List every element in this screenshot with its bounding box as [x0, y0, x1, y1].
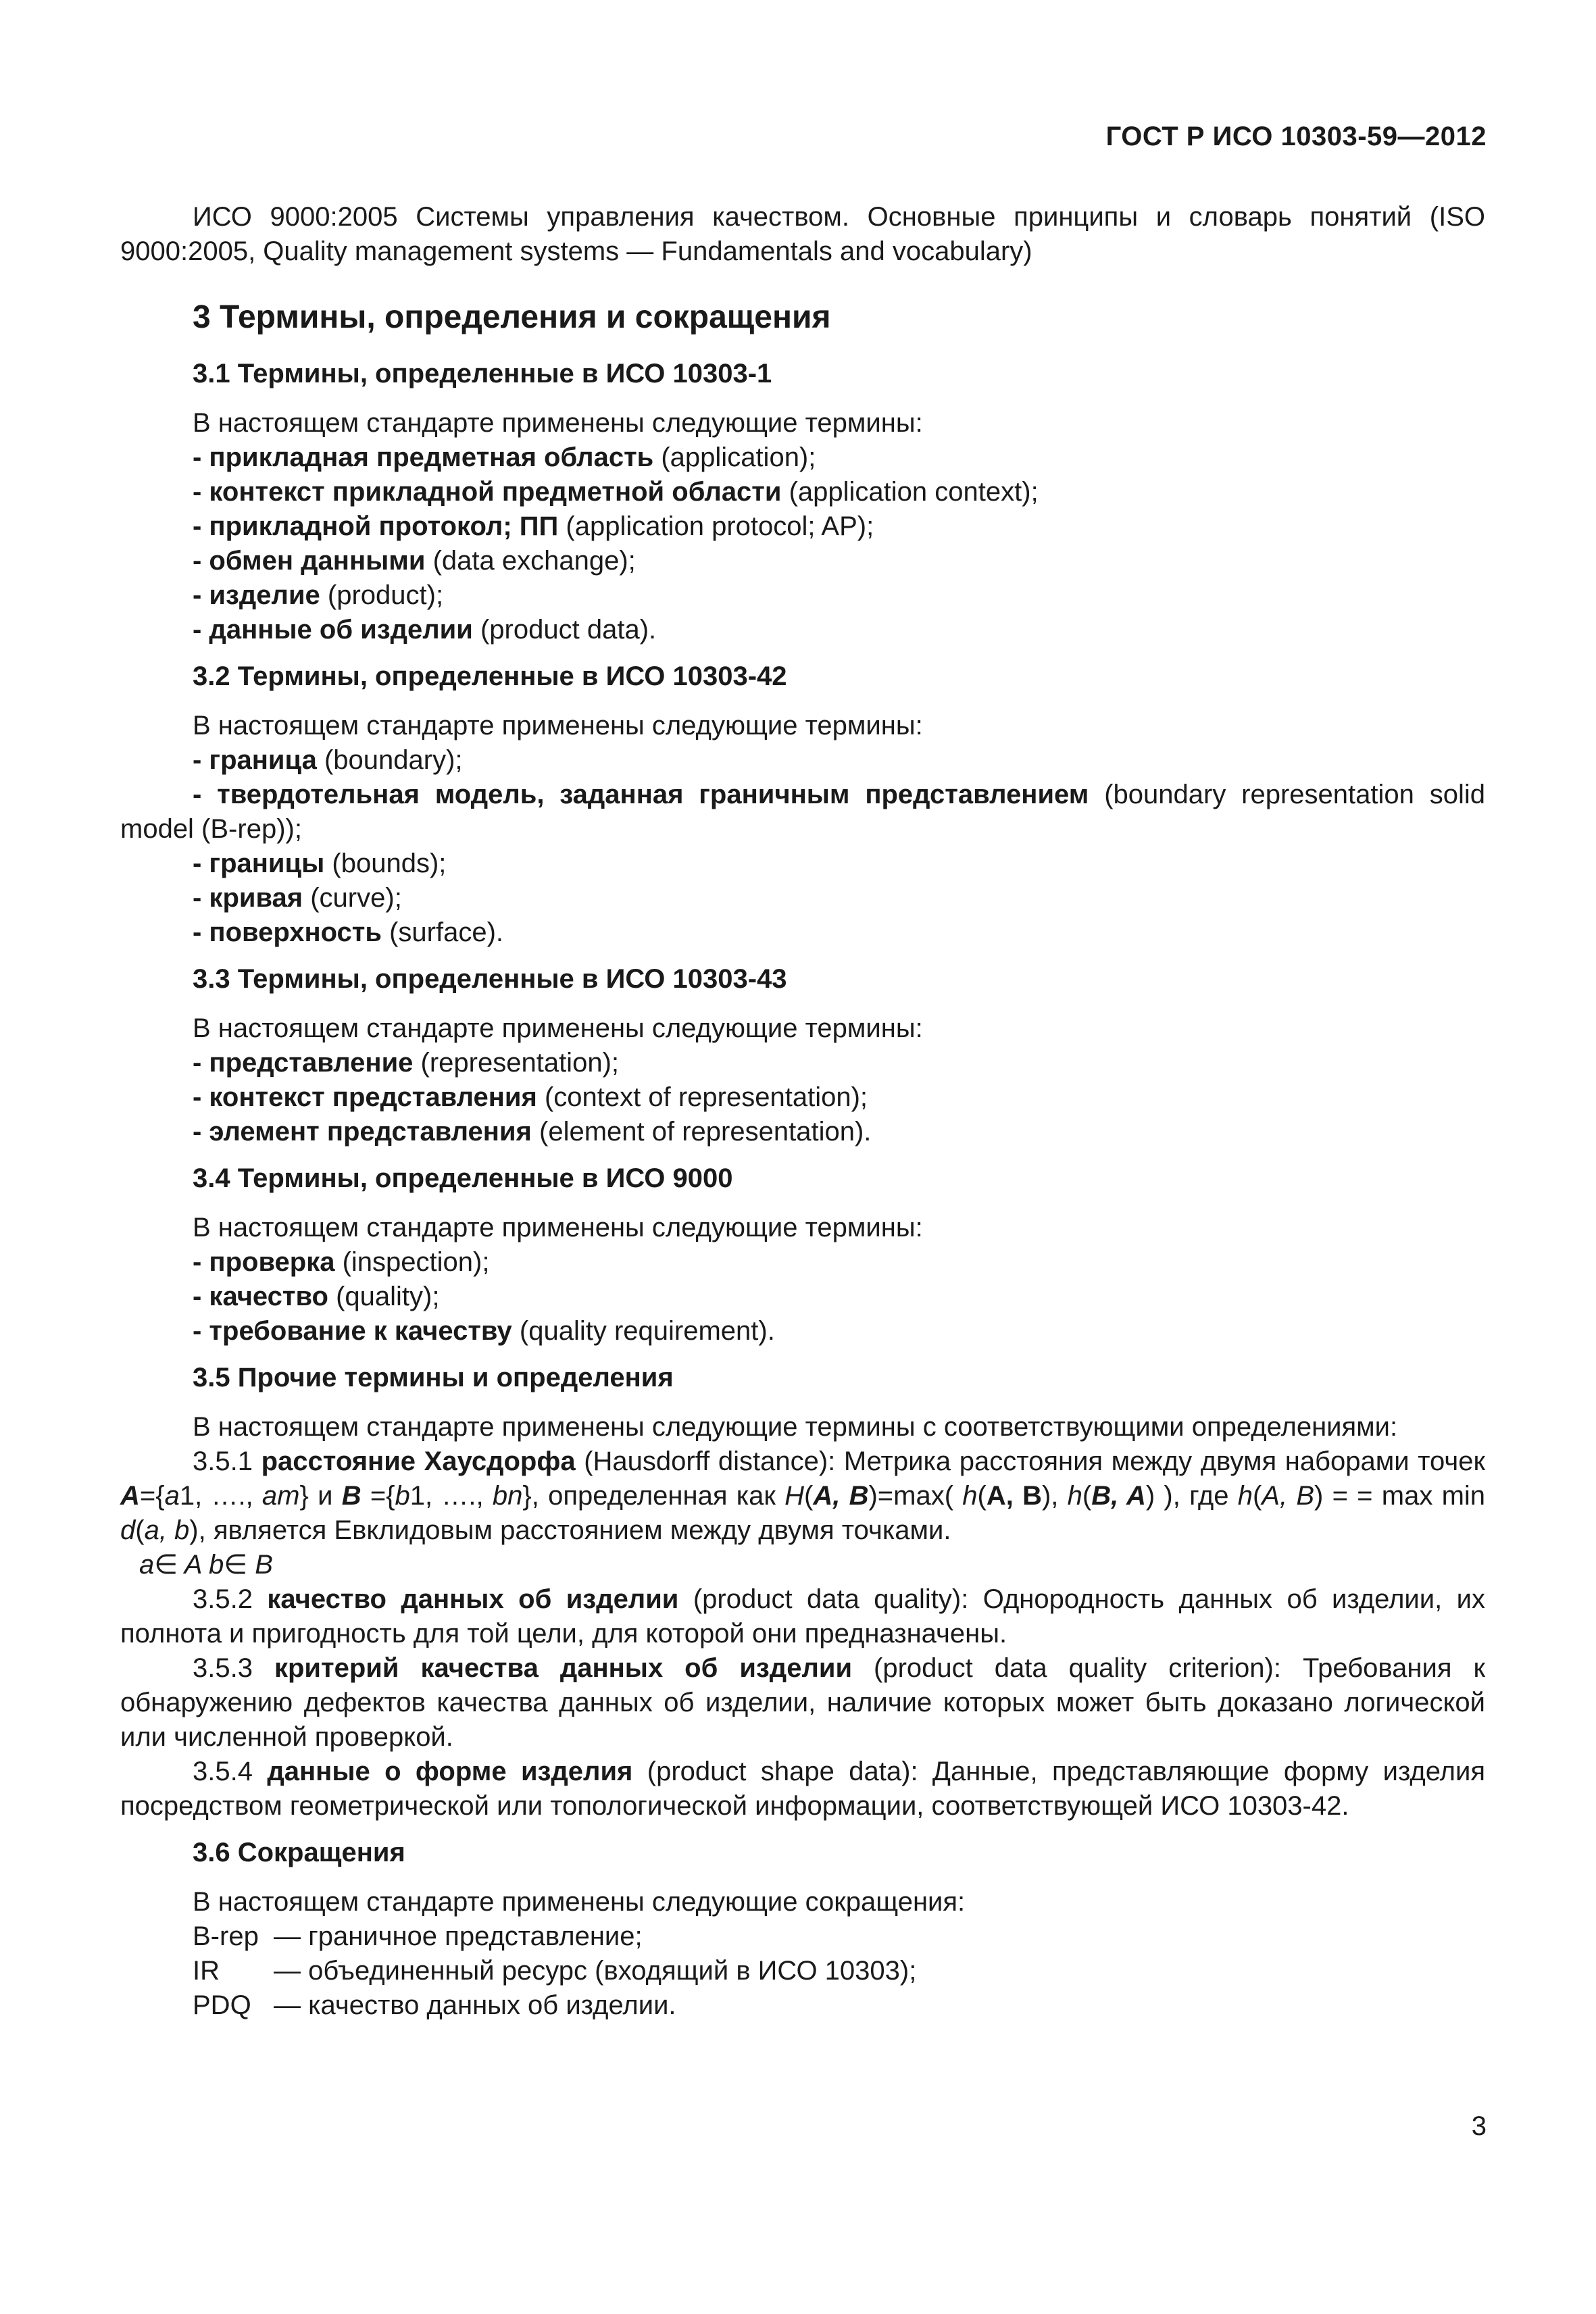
definition-3-5-4: 3.5.4 данные о форме изделия (product shape data): Данные, представляющие форму изделия посредством геометрической или топологической информации, соответствующей ИСО 10303-42.: [120, 1757, 1486, 1821]
abbreviation-item: IR — объединенный ресурс (входящий в ИСО 10303);: [193, 1956, 917, 1986]
term-item: - данные об изделии (product data).: [193, 615, 657, 645]
subsection-3-6-title: 3.6 Сокращения: [193, 1838, 405, 1867]
term-item: - контекст прикладной предметной области (application context);: [193, 477, 1039, 507]
term-item: - изделие (product);: [193, 580, 444, 610]
term-item: - проверка (inspection);: [193, 1247, 490, 1277]
term-item: - контекст представления (context of representation);: [193, 1082, 868, 1112]
term-item: - прикладная предметная область (application);: [193, 443, 816, 472]
term-item: - прикладной протокол; ПП (application protocol; AP);: [193, 511, 874, 541]
subsection-3-5-title: 3.5 Прочие термины и определения: [193, 1363, 674, 1392]
term-item: - поверхность (surface).: [193, 917, 504, 947]
abbreviation-item: B-rep — граничное представление;: [193, 1921, 643, 1951]
formula-subscript: a∈ A b∈ B: [139, 1550, 273, 1580]
definition-3-5-2: 3.5.2 качество данных об изделии (product data quality): Однородность данных об изделии, их полнота и пригодность для той цели, для которой они предназначены.: [120, 1584, 1485, 1649]
term-item: - требование к качеству (quality requirement).: [193, 1316, 775, 1346]
subsection-3-4-title: 3.4 Термины, определенные в ИСО 9000: [193, 1163, 733, 1193]
intro-reference: ИСО 9000:2005 Системы управления качеством. Основные принципы и словарь понятий (ISO 9000:2005, Quality management systems — Fundamentals and vocabulary): [120, 202, 1485, 266]
subsection-3-6-lead: В настоящем стандарте применены следующие сокращения:: [193, 1887, 966, 1917]
term-item: - границы (bounds);: [193, 849, 447, 878]
subsection-3-1-title: 3.1 Термины, определенные в ИСО 10303-1: [193, 359, 772, 388]
term-item: - кривая (curve);: [193, 883, 402, 913]
term-item: - обмен данными (data exchange);: [193, 546, 636, 576]
subsection-3-3-lead: В настоящем стандарте применены следующие термины:: [193, 1013, 923, 1043]
term-item: - качество (quality);: [193, 1282, 440, 1311]
subsection-3-3-title: 3.3 Термины, определенные в ИСО 10303-43: [193, 964, 787, 994]
term-item: - представление (representation);: [193, 1048, 619, 1078]
subsection-3-5-lead: В настоящем стандарте применены следующие термины с соответствующими определениями:: [193, 1412, 1398, 1442]
definition-3-5-1: 3.5.1 расстояние Хаусдорфа (Hausdorff distance): Метрика расстояния между двумя наборами точек A={a1, …., am} и B ={b1, …., bn}, определенная как H(A, B)=max( h(A, B), h(B, A) ), где h(A, B) = = max min d(a, b), является Евклидовым расстоянием между двумя точками.: [120, 1447, 1486, 1545]
term-item: - граница (boundary);: [193, 745, 463, 775]
standard-code-header: ГОСТ Р ИСО 10303-59—2012: [1105, 122, 1487, 151]
abbreviation-item: PDQ — качество данных об изделии.: [193, 1990, 676, 2020]
subsection-3-2-title: 3.2 Термины, определенные в ИСО 10303-42: [193, 661, 787, 691]
definition-3-5-3: 3.5.3 критерий качества данных об изделии (product data quality criterion): Требования к обнаружению дефектов качества данных об изделии, наличие которых может быть доказано логической или численной проверкой.: [120, 1653, 1485, 1752]
subsection-3-2-lead: В настоящем стандарте применены следующие термины:: [193, 711, 923, 740]
subsection-3-4-lead: В настоящем стандарте применены следующие термины:: [193, 1213, 923, 1242]
term-item: - элемент представления (element of representation).: [193, 1117, 872, 1147]
page-number: 3: [1471, 2111, 1487, 2141]
page-content: [120, 200, 1485, 2023]
section-3-title: 3 Термины, определения и сокращения: [193, 299, 831, 335]
term-item: - твердотельная модель, заданная граничным представлением (boundary representation solid model (B-rep));: [120, 780, 1485, 844]
subsection-3-1-lead: В настоящем стандарте применены следующие термины:: [193, 408, 923, 438]
